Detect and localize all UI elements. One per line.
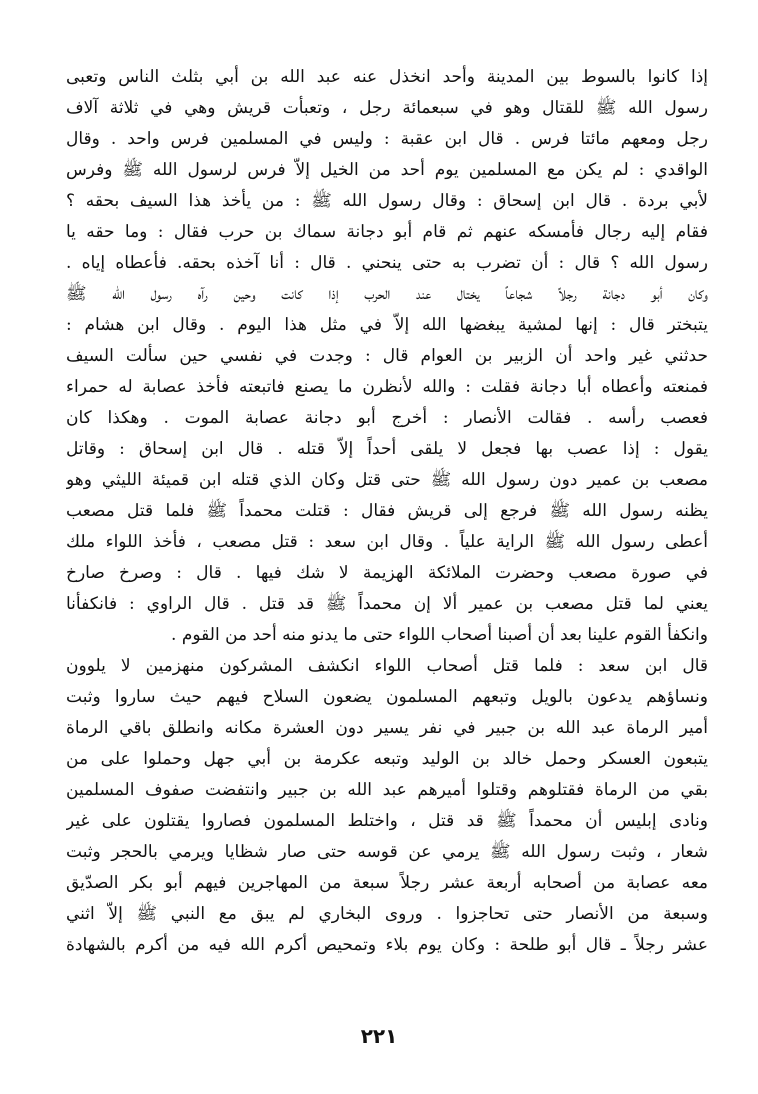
text-line: يتبعون العسكر وحمل خالد بن الوليد وتبعه عكرمة بن أبي جهل وحملوا على من <box>66 749 708 769</box>
text-line: ونادى إبليس أن محمداً ﷺ قد قتل ، واختلط المسلمون فصاروا يقتلون على غير <box>66 811 708 831</box>
text-line: معه عصابة من أصحابه أربعة عشر رجلاً سبعة من المهاجرين فيهم أبو بكر الصدّيق <box>66 873 708 893</box>
text-line: رسول الله ؟ قال : أن تضرب به حتى ينحني . قال : أنا آخذه بحقه. فأعطاه إياه . <box>66 253 708 273</box>
text-line: وسبعة من الأنصار حتى تحاجزوا . وروى البخاري لم يبق مع النبي ﷺ إلاّ اثني <box>66 904 708 924</box>
text-line: شعار ، وثبت رسول الله ﷺ يرمي عن قوسه حتى صار شظايا ويرمي بالحجر وثبت <box>66 842 708 862</box>
page-number: ٢٢١ <box>360 1024 398 1048</box>
text-line: لأبي بردة . قال ابن إسحاق : وقال رسول الله ﷺ : من يأخذ هذا السيف بحقه ؟ <box>66 191 708 211</box>
text-line: وكان أبو دجانة رجلاً شجاعاً يختال عند الحرب إذا كانت وحين رآه رسول الله ﷺ <box>66 284 708 304</box>
text-line: يقول : إذا عصب بها فجعل لا يلقى أحداً إلاّ قتله . قال ابن إسحاق : وقاتل <box>66 439 708 459</box>
text-line: رجل ومعهم مائتا فرس . قال ابن عقبة : وليس في المسلمين فرس واحد . وقال <box>66 129 708 149</box>
text-line: ونساؤهم يدعون بالويل وتبعهم المسلمون يضعون السلاح فيهم حيث ساروا وثبت <box>66 687 708 707</box>
page-body-text <box>66 62 708 961</box>
text-line: يعني لما قتل مصعب بن عمير ألا إن محمداً ﷺ قد قتل . قال الراوي : فانكفأنا <box>66 594 708 614</box>
text-line: حدثني غير واحد أن الزبير بن العوام قال : وجدت في نفسي حين سألت السيف <box>66 346 708 366</box>
text-line: الواقدي : لم يكن مع المسلمين يوم أحد من الخيل إلاّ فرس لرسول الله ﷺ وفرس <box>66 160 708 180</box>
text-line: عشر رجلاً ـ قال أبو طلحة : وكان يوم بلاء وتمحيص أكرم الله فيه من أكرم بالشهادة <box>66 935 708 955</box>
text-line: وانكفأ القوم علينا بعد أن أصبنا أصحاب اللواء حتى ما يدنو منه أحد من القوم . <box>171 625 708 645</box>
text-line: بقي من الرماة فقتلوهم وقتلوا أميرهم عبد الله بن جبير وانتفضت صفوف المسلمين <box>66 780 708 800</box>
text-line: في صورة مصعب وحضرت الملائكة الهزيمة لا شك فيها . قال : وصرخ صارخ <box>66 563 708 583</box>
text-line: إذا كانوا بالسوط بين المدينة وأحد انخذل عنه عبد الله بن أبي بثلث الناس وتعبى <box>66 67 708 87</box>
text-line: قال ابن سعد : فلما قتل أصحاب اللواء انكشف المشركون منهزمين لا يلوون <box>66 656 708 676</box>
text-line: فقام إليه رجال فأمسكه عنهم ثم قام أبو دجانة سماك بن حرب فقال : وما حقه يا <box>66 222 708 242</box>
text-line: رسول الله ﷺ للقتال وهو في سبعمائة رجل ، وتعبأت قريش وهي في ثلاثة آلاف <box>66 98 708 118</box>
text-line: فعصب رأسه . فقالت الأنصار : أخرج أبو دجانة عصابة الموت . وهكذا كان <box>66 408 708 428</box>
text-line: مصعب بن عمير دون رسول الله ﷺ حتى قتل وكان الذي قتله ابن قميئة الليثي وهو <box>66 470 708 490</box>
text-line: فمنعته وأعطاه أبا دجانة فقلت : والله لأنظرن ما يصنع فاتبعته فأخذ عصابة له حمراء <box>66 377 708 397</box>
text-line: أعطى رسول الله ﷺ الراية علياً . وقال ابن سعد : قتل مصعب ، فأخذ اللواء ملك <box>66 532 708 552</box>
text-line: يتبختر قال : إنها لمشية يبغضها الله إلاّ في مثل هذا اليوم . وقال ابن هشام : <box>66 315 708 335</box>
text-line: يظنه رسول الله ﷺ فرجع إلى قريش فقال : قتلت محمداً ﷺ فلما قتل مصعب <box>66 501 708 521</box>
text-line: أمير الرماة عبد الله بن جبير في نفر يسير دون العشرة مكانه وانطلق باقي الرماة <box>66 718 708 738</box>
